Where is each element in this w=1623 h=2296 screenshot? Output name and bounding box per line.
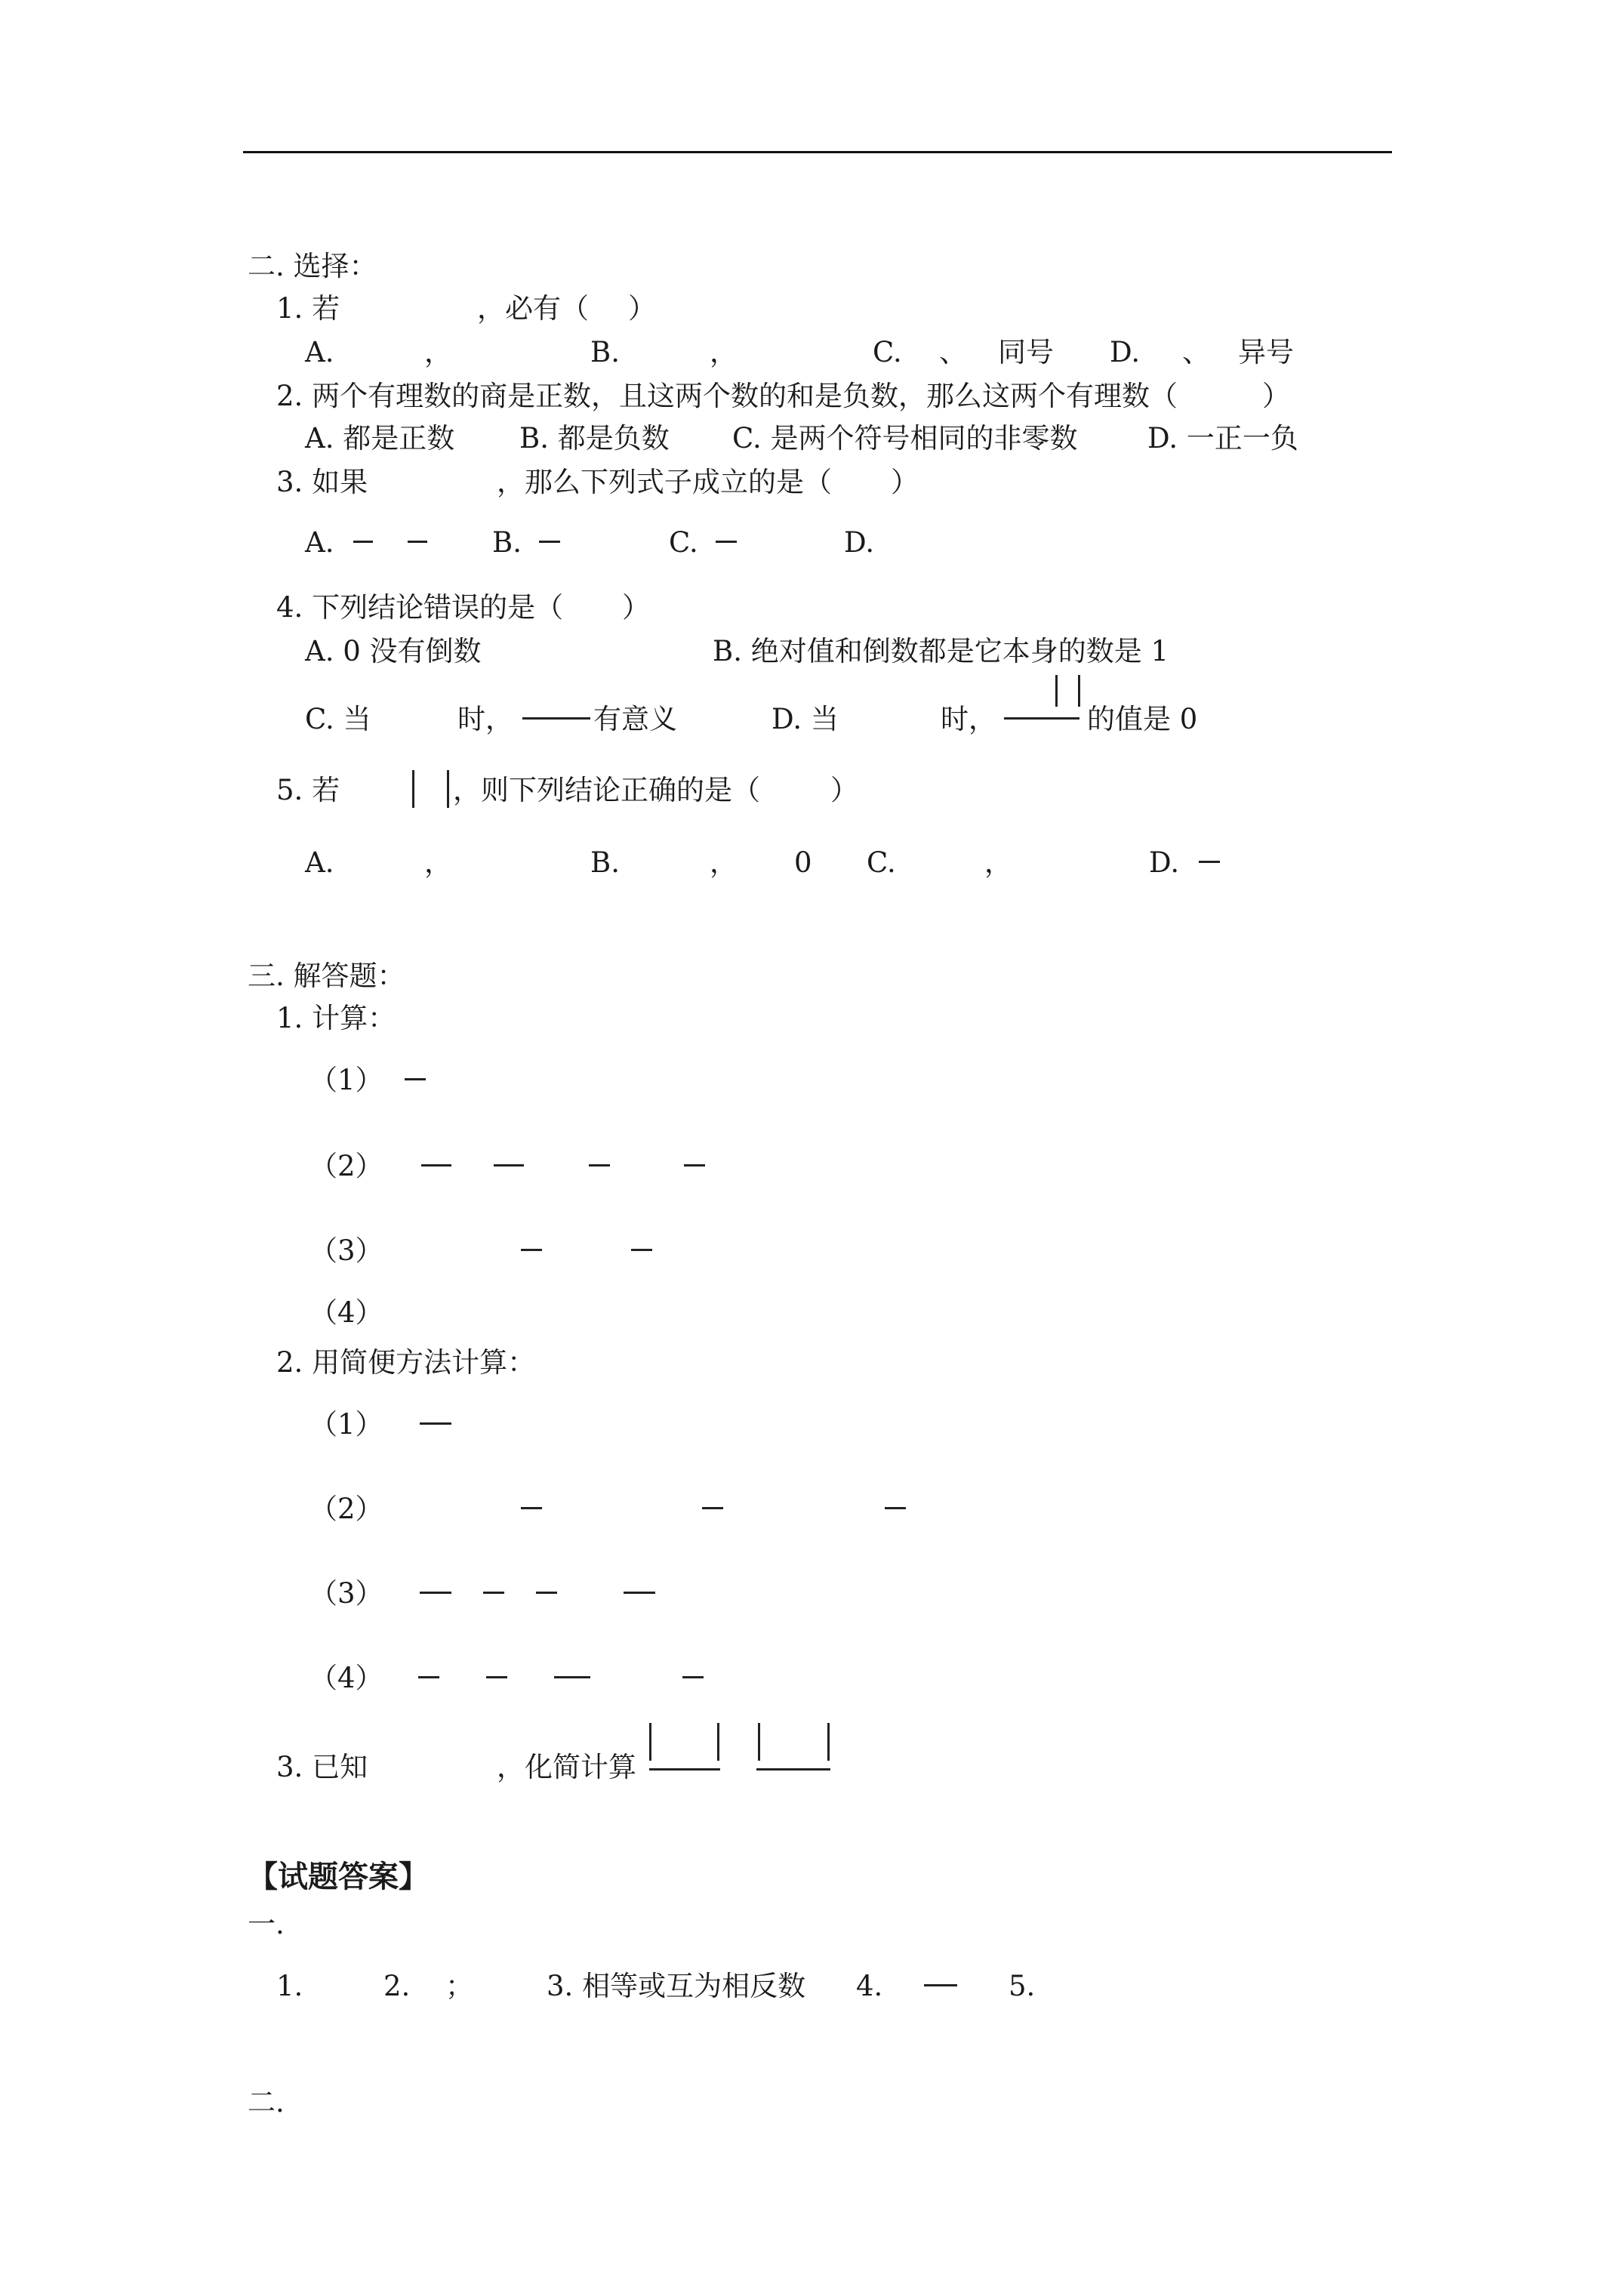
abs-bar bbox=[1078, 675, 1080, 707]
q5-option-c-comma: ， bbox=[984, 846, 1012, 879]
q2-option-a: A. 都是正数 bbox=[305, 422, 455, 455]
fraction-bar bbox=[924, 1984, 957, 1986]
fraction-bar bbox=[486, 1676, 507, 1678]
q3-mid: ，那么下列式子成立的是（ bbox=[497, 466, 832, 498]
q4-option-c-shi: 时， bbox=[457, 703, 513, 735]
q1-end: ） bbox=[628, 292, 656, 325]
answer-3: 3. 相等或互为相反数 bbox=[547, 1970, 806, 2002]
abs-bar bbox=[717, 1723, 719, 1761]
fraction-bar bbox=[702, 1507, 723, 1509]
q2-option-d: D. 一正一负 bbox=[1147, 422, 1298, 455]
q2-option-b: B. 都是负数 bbox=[519, 422, 670, 455]
fraction-bar bbox=[589, 1164, 610, 1166]
s3-q3-mid: ，化简计算 bbox=[497, 1751, 636, 1783]
q5-option-a-comma: ， bbox=[424, 846, 452, 879]
fraction-bar bbox=[756, 1768, 830, 1771]
answer-1: 1. bbox=[276, 1970, 303, 2002]
answer-2: 2. bbox=[383, 1970, 411, 2002]
s3-q1-stem: 1. 计算： bbox=[276, 1002, 396, 1034]
fraction-bar bbox=[716, 541, 737, 543]
s3-q1-part-4: （4） bbox=[310, 1296, 383, 1329]
fraction-bar bbox=[353, 541, 373, 543]
fraction-bar bbox=[684, 1164, 705, 1166]
s3-q2-part-3: （3） bbox=[310, 1577, 383, 1610]
s3-q2-stem: 2. 用简便方法计算： bbox=[276, 1346, 536, 1379]
fraction-bar bbox=[408, 541, 427, 543]
fraction-bar bbox=[536, 1592, 557, 1594]
s3-q2-part-2: （2） bbox=[310, 1493, 383, 1525]
s3-q1-part-3: （3） bbox=[310, 1234, 383, 1267]
answer-5: 5. bbox=[1009, 1970, 1036, 2002]
q1-option-c-text: 同号 bbox=[998, 336, 1054, 368]
q5-option-b-comma: ， bbox=[710, 846, 738, 879]
fraction-bar bbox=[554, 1676, 590, 1678]
q4-end: ） bbox=[622, 591, 650, 624]
fraction-bar bbox=[521, 1249, 542, 1251]
abs-bar bbox=[412, 770, 414, 808]
q3-option-a: A. bbox=[305, 526, 334, 559]
q1-option-c: C. bbox=[873, 336, 902, 368]
q5-option-a: A. bbox=[305, 846, 334, 879]
fraction-bar bbox=[539, 541, 560, 543]
fraction-bar bbox=[405, 1078, 426, 1080]
q5-option-b: B. bbox=[590, 846, 620, 879]
q1-option-c-sep: 、 bbox=[939, 336, 967, 368]
abs-bar bbox=[447, 770, 449, 808]
q4-option-d: D. 当 bbox=[771, 703, 839, 735]
q4-option-b: B. 绝对值和倒数都是它本身的数是 1 bbox=[713, 635, 1169, 667]
fraction-bar bbox=[521, 1507, 542, 1509]
q3-option-d: D. bbox=[844, 526, 875, 559]
q2-end: ） bbox=[1262, 380, 1290, 412]
fraction-bar bbox=[522, 717, 590, 720]
q5-option-b-zero: 0 bbox=[794, 846, 812, 879]
s3-q2-part-4: （4） bbox=[310, 1662, 383, 1694]
answers-title: 【试题答案】 bbox=[248, 1859, 429, 1894]
q1-option-d: D. bbox=[1110, 336, 1141, 368]
s3-q1-part-2: （2） bbox=[310, 1150, 383, 1182]
fraction-bar bbox=[420, 1592, 451, 1594]
fraction-bar bbox=[624, 1592, 655, 1594]
header-rule bbox=[243, 151, 1392, 153]
q3-option-b: B. bbox=[492, 526, 522, 559]
q1-option-a: A. bbox=[305, 336, 334, 368]
abs-bar bbox=[649, 1723, 651, 1761]
q1-stem: 1. 若 bbox=[276, 292, 340, 325]
q4-option-c: C. 当 bbox=[305, 703, 371, 735]
fraction-bar bbox=[420, 1422, 451, 1425]
fraction-bar bbox=[421, 1164, 451, 1166]
fraction-bar bbox=[418, 1676, 439, 1678]
fraction-bar bbox=[682, 1676, 704, 1678]
s3-q3-stem: 3. 已知 bbox=[276, 1751, 368, 1783]
section-3-title: 三. 解答题： bbox=[248, 960, 405, 992]
answer-4: 4. bbox=[856, 1970, 883, 2002]
s3-q2-part-1: （1） bbox=[310, 1408, 383, 1441]
q1-option-d-sep: 、 bbox=[1182, 336, 1210, 368]
fraction-bar bbox=[885, 1507, 906, 1509]
q5-option-d: D. bbox=[1149, 846, 1180, 879]
q2-stem: 2. 两个有理数的商是正数，且这两个数的和是负数，那么这两个有理数（ bbox=[276, 380, 1178, 412]
s3-q1-part-1: （1） bbox=[310, 1064, 383, 1096]
fraction-bar bbox=[1004, 717, 1079, 720]
q1-option-b-comma: ， bbox=[710, 336, 738, 368]
q5-end: ） bbox=[830, 774, 858, 806]
q5-option-c: C. bbox=[867, 846, 896, 879]
fraction-bar bbox=[631, 1249, 652, 1251]
q2-option-c: C. 是两个符号相同的非零数 bbox=[732, 422, 1078, 455]
q1-option-b: B. bbox=[590, 336, 620, 368]
q1-option-d-text: 异号 bbox=[1238, 336, 1294, 368]
fraction-bar bbox=[494, 1164, 524, 1166]
fraction-bar bbox=[483, 1592, 504, 1594]
q4-option-a: A. 0 没有倒数 bbox=[305, 635, 482, 667]
q3-option-c: C. bbox=[669, 526, 698, 559]
q3-stem: 3. 如果 bbox=[276, 466, 368, 498]
abs-bar bbox=[1055, 675, 1058, 707]
q3-end: ） bbox=[891, 466, 919, 498]
q1-option-a-comma: ， bbox=[424, 336, 452, 368]
answers-section-1: 一. bbox=[248, 1908, 285, 1940]
q5-mid: ，则下列结论正确的是（ bbox=[453, 774, 760, 806]
q5-stem: 5. 若 bbox=[276, 774, 340, 806]
answer-2-semicolon: ； bbox=[445, 1970, 473, 2002]
fraction-bar bbox=[649, 1768, 720, 1771]
q4-stem: 4. 下列结论错误的是（ bbox=[276, 591, 564, 624]
q4-option-d-shi: 时， bbox=[941, 703, 996, 735]
q4-option-d-end: 的值是 0 bbox=[1087, 703, 1198, 735]
q1-mid: ，必有（ bbox=[477, 292, 589, 325]
abs-bar bbox=[827, 1723, 830, 1761]
fraction-bar bbox=[1199, 861, 1220, 863]
abs-bar bbox=[758, 1723, 760, 1761]
section-2-title: 二. 选择： bbox=[248, 250, 377, 282]
q4-option-c-end: 有意义 bbox=[593, 703, 677, 735]
answers-section-2: 二. bbox=[248, 2086, 285, 2119]
